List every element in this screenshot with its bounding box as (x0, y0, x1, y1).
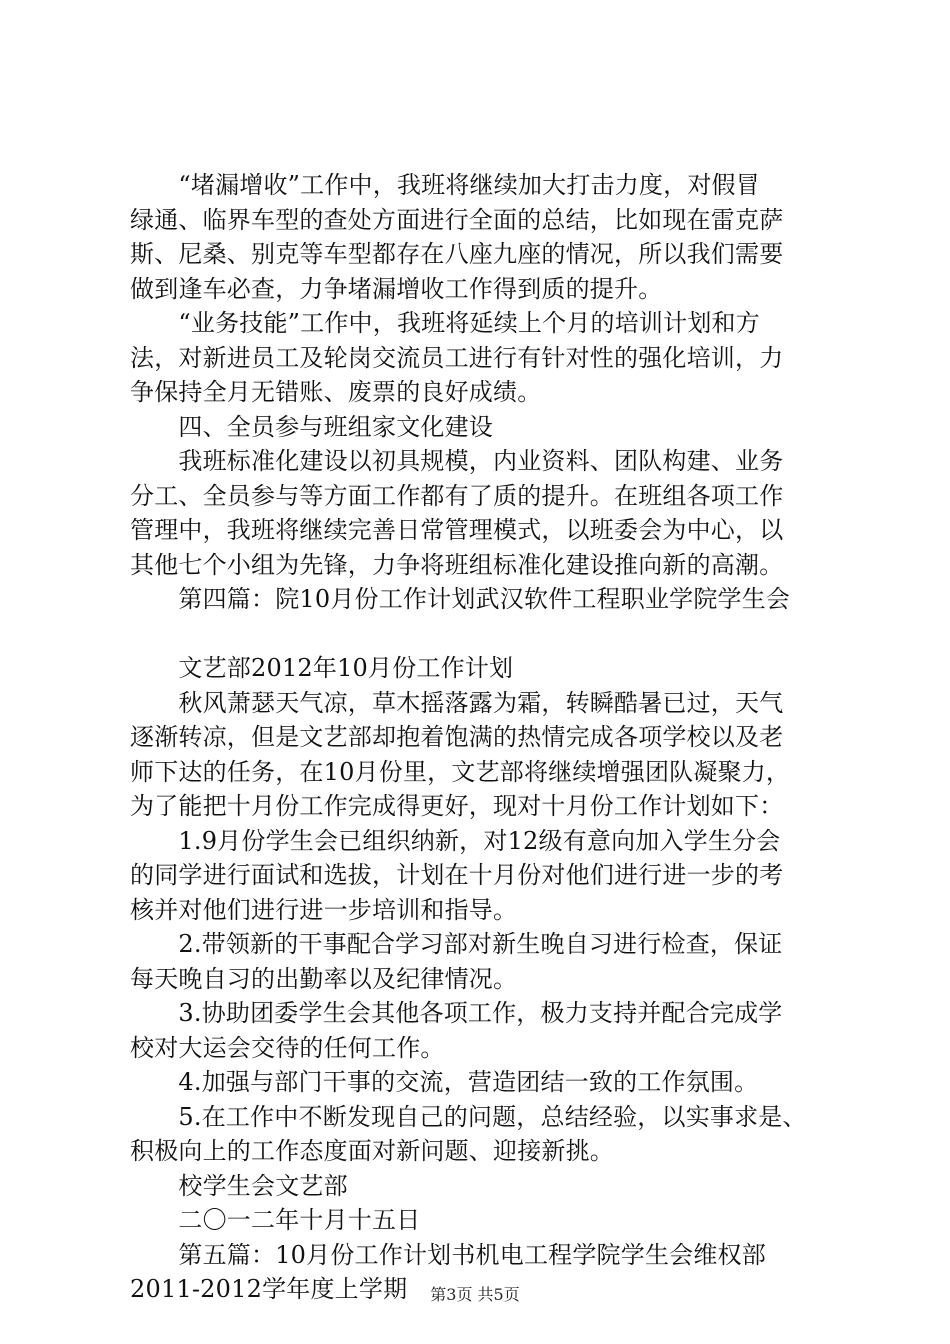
chapter-title: 第五篇：10月份工作计划书机电工程学院学生会维权部 (130, 1240, 766, 1269)
text-line: 争保持全月无错账、废票的良好成绩。 (130, 378, 542, 406)
signature-date: 二〇一二年十月十五日 (130, 1206, 421, 1234)
text-line: 我班标准化建设以初具规模，内业资料、团队构建、业务 (130, 447, 784, 475)
text-line: 分工、全员参与等方面工作都有了质的提升。在班组各项工作 (130, 481, 784, 510)
text-line: 2011-2012学年度上学期 (130, 1275, 408, 1303)
text-line: 斯、尼桑、别克等车型都存在八座九座的情况，所以我们需要 (130, 240, 784, 268)
document-body (130, 168, 830, 1307)
list-item: 3.协助团委学生会其他各项工作，极力支持并配合完成学 (130, 999, 783, 1027)
chapter-title: 第四篇：院10月份工作计划武汉软件工程职业学院学生会 (130, 585, 791, 613)
list-item: 4.加强与部门干事的交流，营造团结一致的工作氛围。 (130, 1068, 759, 1096)
text-line: 校对大运会交待的任何工作。 (130, 1033, 445, 1062)
text-line: 师下达的任务，在10月份里，文艺部将继续增强团队凝聚力， (130, 757, 791, 786)
text-line: 做到逢车必查，力争堵漏增收工作得到质的提升。 (130, 274, 663, 303)
text-line: “堵漏增收”工作中，我班将继续加大打击力度，对假冒 (130, 171, 760, 199)
text-line: “业务技能”工作中，我班将延续上个月的培训计划和方 (130, 309, 760, 337)
text-line: 积极向上的工作态度面对新问题、迎接新挑。 (130, 1137, 614, 1165)
text-line: 逐渐转凉，但是文艺部却抱着饱满的热情完成各项学校以及老 (130, 723, 784, 751)
text-line: 绿通、临界车型的查处方面进行全面的总结，比如现在雷克萨 (130, 205, 784, 234)
text-line: 管理中，我班将继续完善日常管理模式，以班委会为中心，以 (130, 516, 784, 544)
list-item: 2.带领新的干事配合学习部对新生晚自习进行检查，保证 (130, 930, 783, 958)
signature-org: 校学生会文艺部 (130, 1171, 348, 1200)
text-line: 核并对他们进行进一步培训和指导。 (130, 895, 518, 924)
list-item: 1.9月份学生会已组织纳新，对12级有意向加入学生分会 (130, 826, 781, 855)
plan-title: 文艺部2012年10月份工作计划 (130, 654, 514, 682)
page-number: 第3页 共5页 (430, 1285, 520, 1304)
text-line: 秋风萧瑟天气凉，草木摇落露为霜，转瞬酷暑已过，天气 (130, 688, 784, 717)
text-line: 为了能把十月份工作完成得更好，现对十月份工作计划如下： (130, 792, 784, 820)
blank-line (130, 617, 830, 652)
text-line: 每天晚自习的出勤率以及纪律情况。 (130, 964, 518, 993)
text-line: 的同学进行面试和选拔，计划在十月份对他们进行进一步的考 (130, 861, 784, 889)
text-line: 法，对新进员工及轮岗交流员工进行有针对性的强化培训，力 (130, 343, 784, 372)
list-item: 5.在工作中不断发现自己的问题，总结经验，以实事求是、 (130, 1102, 807, 1131)
text-line: 其他七个小组为先锋，力争将班组标准化建设推向新的高潮。 (130, 550, 784, 579)
section-heading: 四、全员参与班组家文化建设 (130, 412, 493, 441)
